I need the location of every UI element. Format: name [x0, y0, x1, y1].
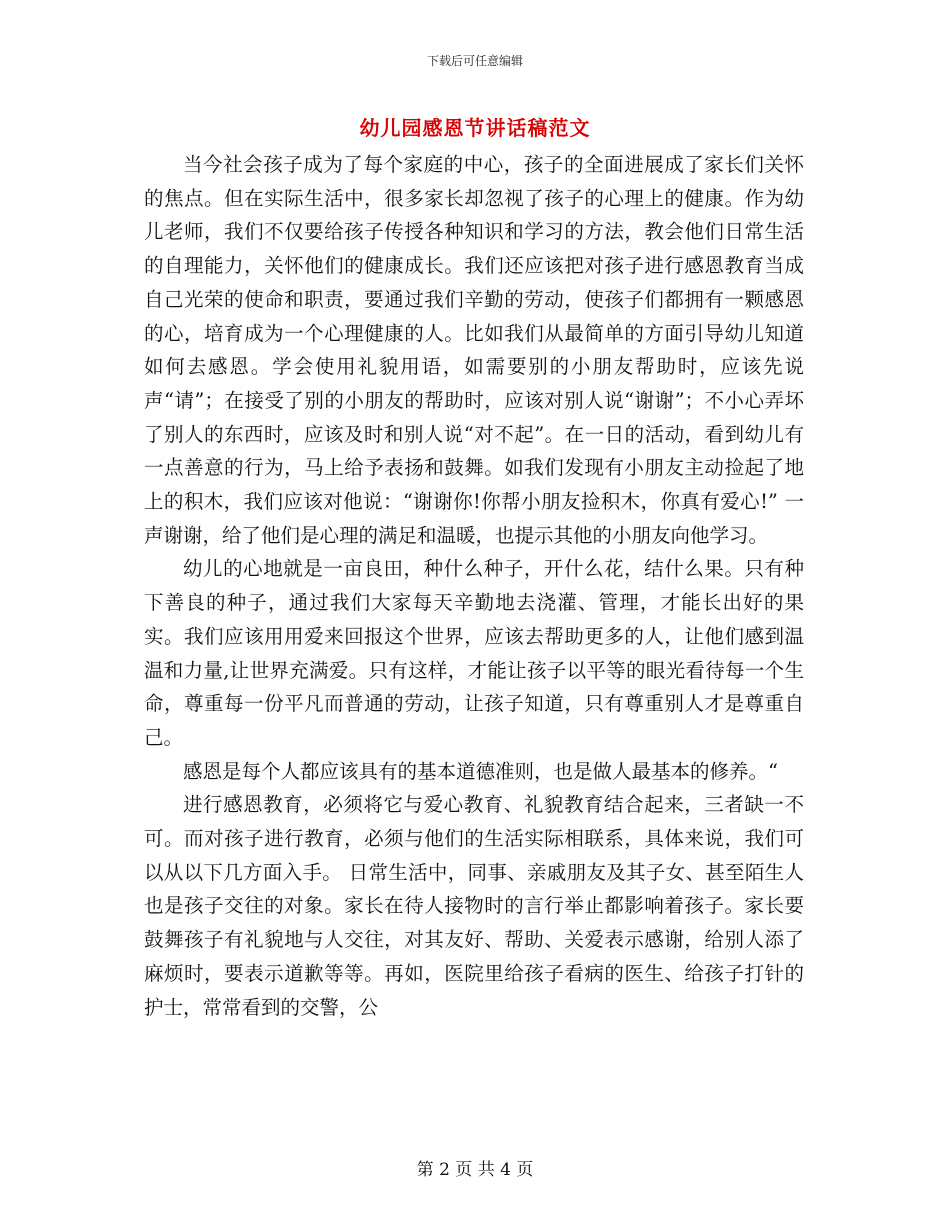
page-number-footer: 第 2 页 共 4 页: [416, 1160, 534, 1180]
page-header-note: 下载后可任意编辑: [426, 54, 523, 68]
paragraph-1: 当今社会孩子成为了每个家庭的中心，孩子的全面进展成了家长们关怀的焦点。但在实际生活中，很多家长却忽视了孩子的心理上的健康。作为幼儿老师，我们不仅要给孩子传授各种知识和学习的方法，教会他们日常生活的自理能力，关怀他们的健康成长。我们还应该把对孩子进行感恩教育当成自己光荣的使命和职责，要通过我们辛勤的劳动，使孩子们都拥有一颗感恩的心，培育成为一个心理健康的人。比如我们从最简单的方面引导幼儿知道如何去感恩。学会使用礼貌用语，如需要别的小朋友帮助时，应该先说声“请”；在接受了别的小朋友的帮助时，应该对别人说“谢谢”；不小心弄坏了别人的东西时，应该及时和别人说“对不起”。在一日的活动，看到幼儿有一点善意的行为，马上给予表扬和鼓舞。如我们发现有小朋友主动捡起了地上的积木，我们应该对他说：“谢谢你!你帮小朋友捡积木，你真有爱心!” 一声谢谢，给了他们是心理的满足和温暖，也提示其他的小朋友向他学习。: [144, 153, 804, 547]
document-body: [144, 148, 804, 1024]
paragraph-2: 幼儿的心地就是一亩良田，种什么种子，开什么花，结什么果。只有种下善良的种子，通过我们大家每天辛勤地去浇灌、管理，才能长出好的果实。我们应该用用爱来回报这个世界，应该去帮助更多的人，让他们感到温温和力量,让世界充满爱。只有这样，才能让孩子以平等的眼光看待每一个生命，尊重每一份平凡而普通的劳动，让孩子知道，只有尊重别人才是尊重自己。: [144, 557, 804, 749]
paragraph-3: 感恩是每个人都应该具有的基本道德准则，也是做人最基本的修养。“: [183, 759, 778, 783]
paragraph-4: 进行感恩教育，必须将它与爱心教育、礼貌教育结合起来，三者缺一不可。而对孩子进行教育，必须与他们的生活实际相联系，具体来说，我们可以从以下几方面入手。 日常生活中，同事、亲戚朋友及其子女、甚至陌生人也是孩子交往的对象。家长在待人接物时的言行举止都影响着孩子。家长要鼓舞孩子有礼貌地与人交往，对其友好、帮助、关爱表示感谢，给别人添了麻烦时，要表示道歉等等。再如，医院里给孩子看病的医生、给孩子打针的护士，常常看到的交警，公: [144, 793, 804, 1019]
document-title: 幼儿园感恩节讲话稿范文: [359, 116, 591, 140]
